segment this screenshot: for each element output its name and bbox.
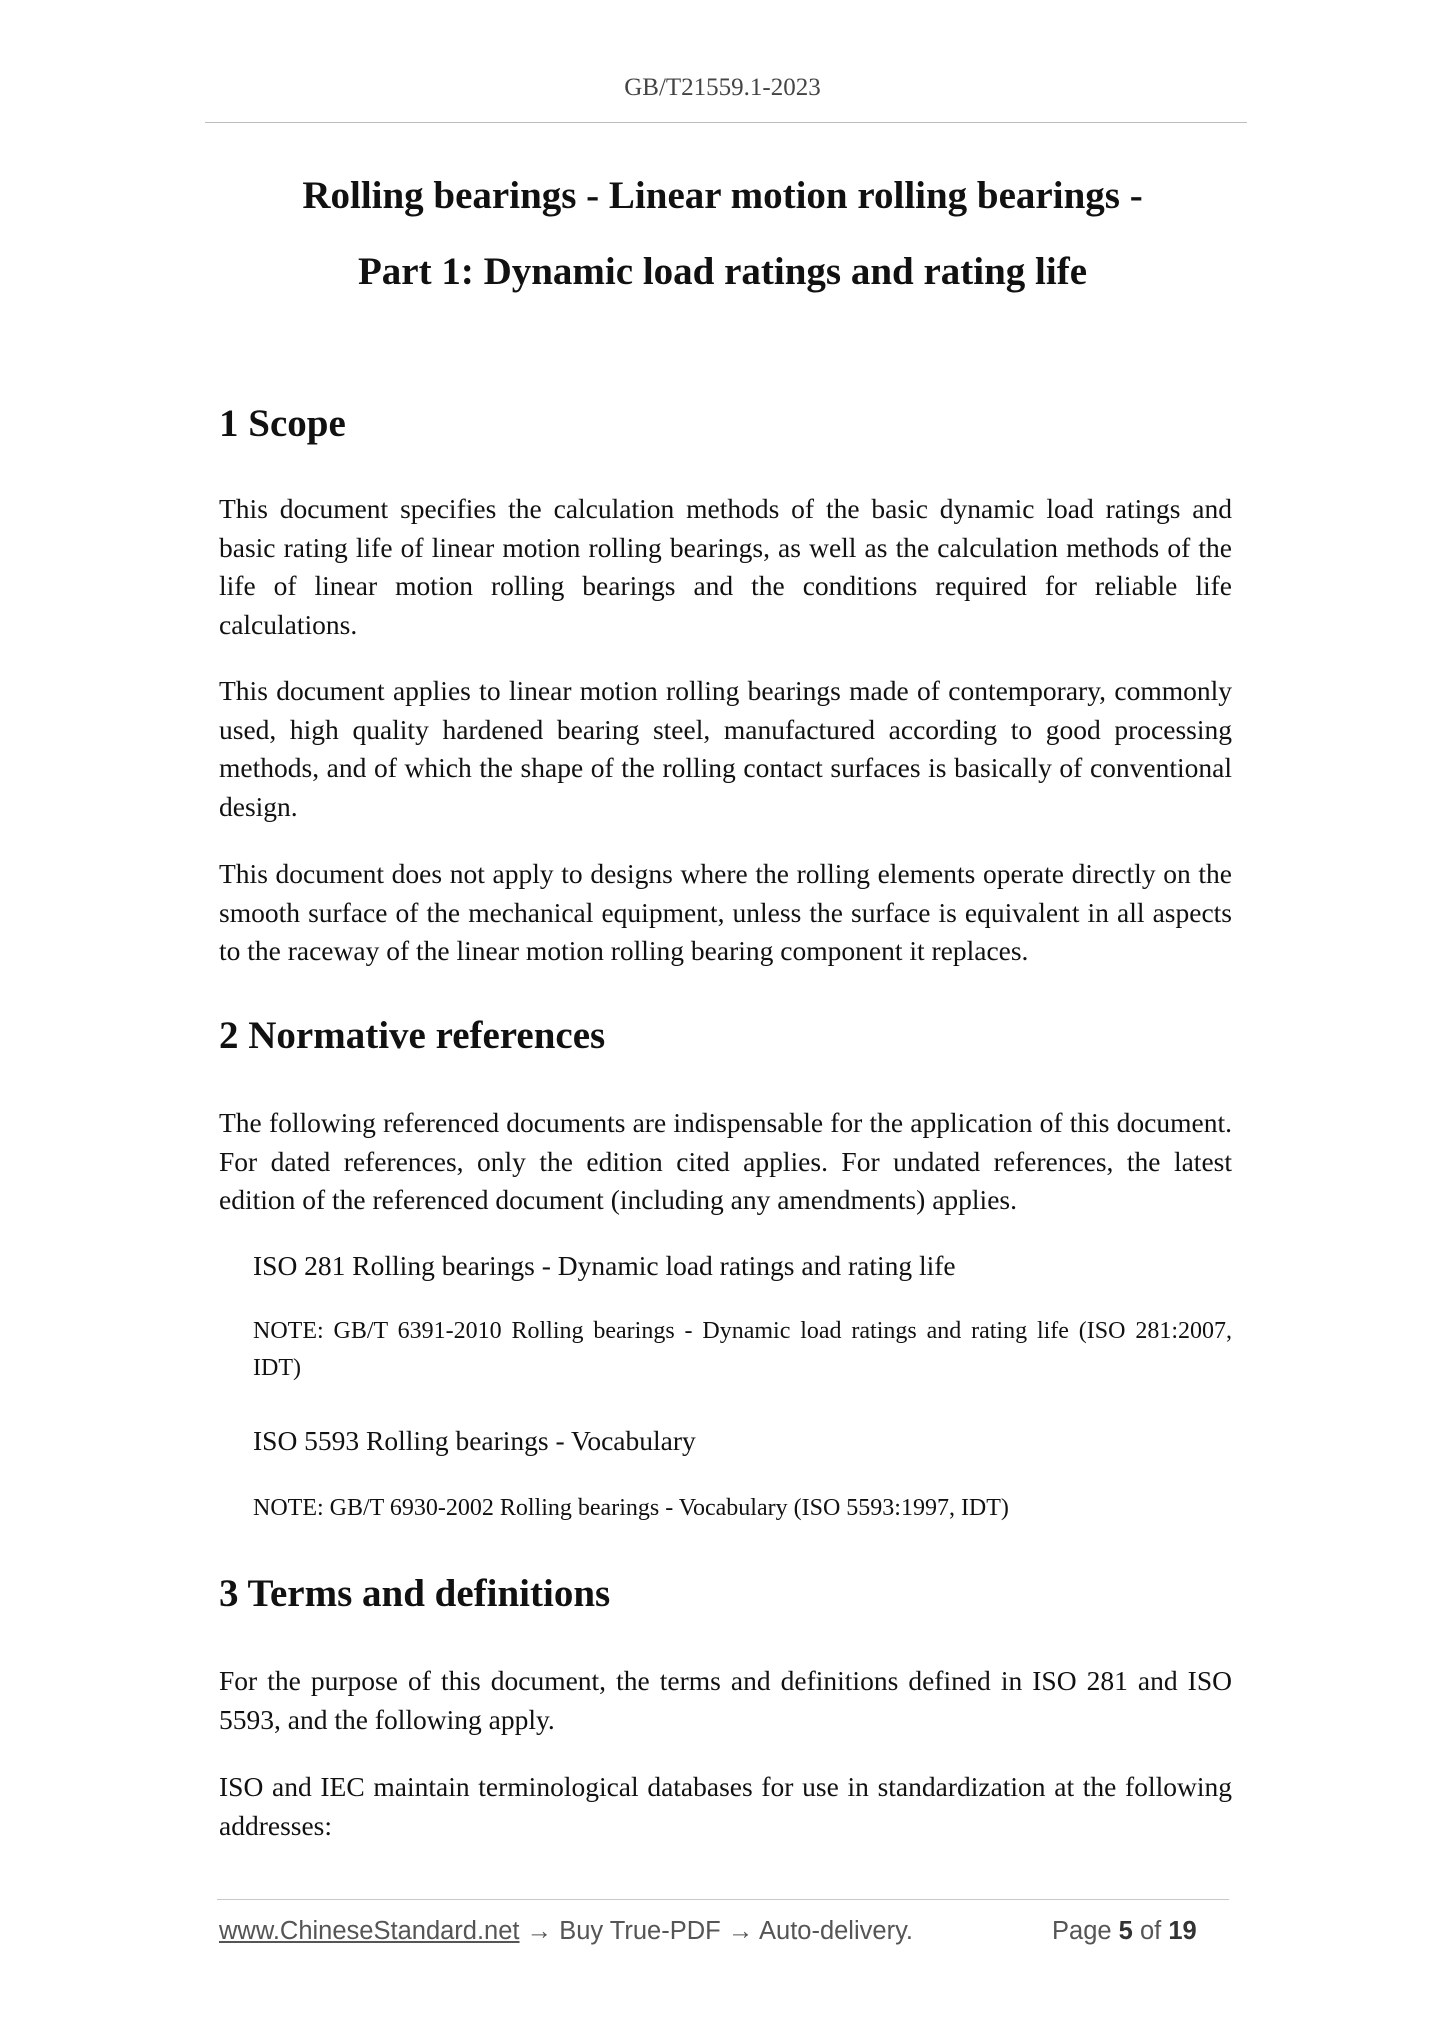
terms-paragraph-1: For the purpose of this document, the terms and definitions defined in ISO 281 and ISO 5593, and the following apply. — [219, 1665, 1232, 1735]
scope-paragraph-2: This document applies to linear motion rolling bearings made of contemporary, commonly used, high quality hardened bearing steel, manufactured according to good processing methods, and of which the shape of the rolling contact surfaces is basically of conventional design. — [219, 675, 1232, 822]
footer-website-link[interactable]: www.ChineseStandard.net — [219, 1917, 520, 1945]
document-code: GB/T21559.1-2023 — [624, 74, 821, 101]
page-current: 5 — [1118, 1917, 1133, 1945]
section-heading-normative-references: 2 Normative references — [219, 1014, 606, 1057]
footer-tagline: → Buy True-PDF → Auto-delivery. — [526, 1917, 914, 1945]
footer-promo — [219, 1917, 913, 1946]
reference-note: NOTE: GB/T 6391-2010 Rolling bearings - Dynamic load ratings and rating life (ISO 281:2007, IDT) — [253, 1318, 1232, 1381]
page-indicator — [1052, 1917, 1197, 1946]
page-label: Page — [1052, 1917, 1112, 1945]
page-of-label: of — [1139, 1917, 1162, 1945]
reference-item: ISO 281 Rolling bearings - Dynamic load ratings and rating life — [253, 1250, 956, 1281]
scope-paragraph-3: This document does not apply to designs where the rolling elements operate directly on the smooth surface of the mechanical equipment, unless the surface is equivalent in all aspects to the raceway of the linear motion rolling bearing component it replaces. — [219, 858, 1232, 966]
reference-item: ISO 5593 Rolling bearings - Vocabulary — [253, 1425, 696, 1456]
header-divider — [205, 122, 1247, 123]
normative-intro-paragraph: The following referenced documents are indispensable for the application of this document. For dated references, only the edition cited applies. For undated references, the latest edition of the referenced document (including any amendments) applies. — [219, 1107, 1232, 1215]
document-title-line-1: Rolling bearings - Linear motion rolling bearings - — [302, 174, 1143, 217]
section-heading-terms-definitions: 3 Terms and definitions — [219, 1572, 611, 1615]
reference-note: NOTE: GB/T 6930-2002 Rolling bearings - Vocabulary (ISO 5593:1997, IDT) — [253, 1495, 1009, 1521]
section-heading-scope: 1 Scope — [219, 402, 346, 445]
terms-paragraph-2: ISO and IEC maintain terminological databases for use in standardization at the following addresses: — [219, 1771, 1232, 1841]
page-total: 19 — [1168, 1917, 1197, 1945]
document-title-line-2: Part 1: Dynamic load ratings and rating life — [357, 250, 1088, 293]
footer-divider — [217, 1899, 1229, 1900]
scope-paragraph-1: This document specifies the calculation methods of the basic dynamic load ratings and basic rating life of linear motion rolling bearings, as well as the calculation methods of the life of linear motion rolling bearings and the conditions required for reliable life calculations. — [219, 493, 1232, 640]
